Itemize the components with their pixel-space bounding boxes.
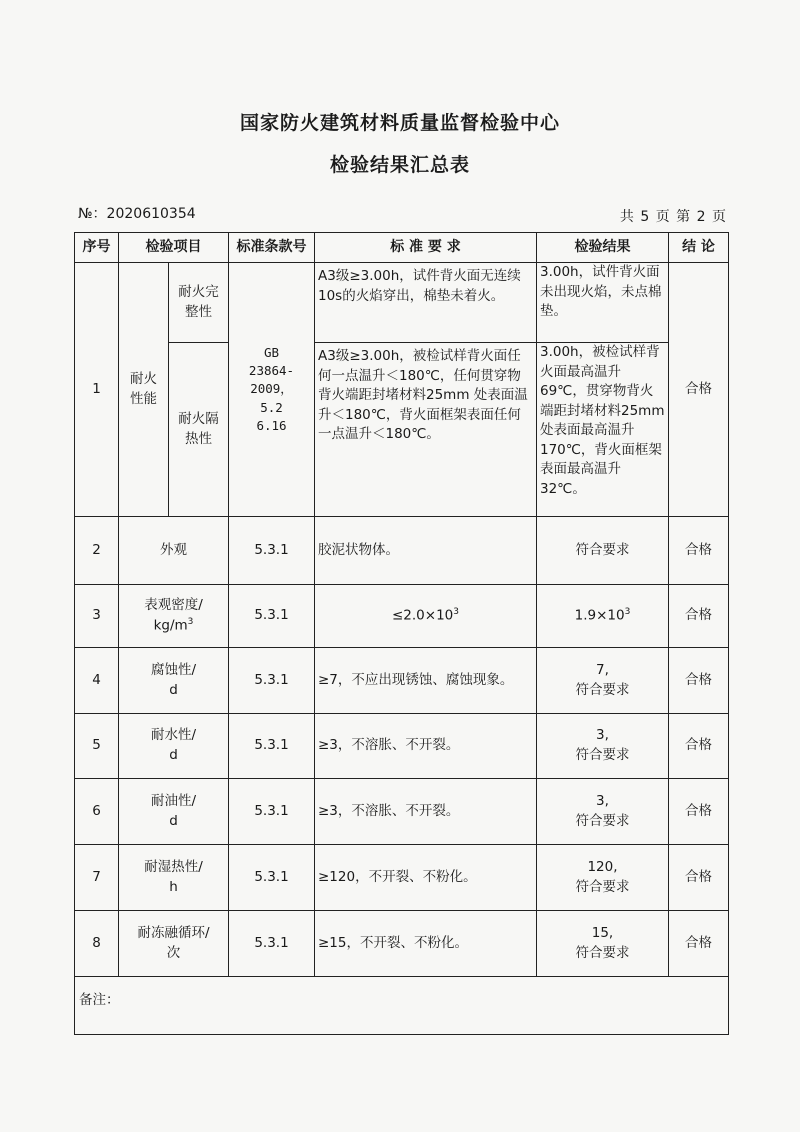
clause-text: GB 23864-2009，5.2 6.16	[248, 345, 295, 433]
result-text: 符合要求	[575, 812, 630, 829]
row-result	[537, 714, 669, 779]
remarks-label: 备注：	[75, 977, 729, 1035]
row-result	[537, 648, 669, 714]
result-value: 15,	[591, 924, 614, 941]
row-requirement: 胶泥状物体。	[315, 517, 537, 585]
row-item	[119, 779, 229, 845]
results-table	[74, 232, 729, 1035]
row-seq: 4	[75, 648, 119, 714]
table-header-row	[75, 233, 729, 263]
result-text: 符合要求	[575, 944, 630, 961]
row-result	[537, 845, 669, 911]
item-unit: d	[169, 681, 178, 698]
item-name: 表观密度/	[144, 597, 203, 614]
item-name: 耐水性/	[150, 727, 197, 744]
result-text: 符合要求	[575, 747, 630, 763]
row-conclusion: 合格	[669, 648, 729, 714]
item-unit: $kg/m^3$	[153, 616, 194, 634]
header-seq: 序号	[75, 233, 119, 263]
row-clause: 5.3.1	[229, 517, 315, 585]
table-row	[75, 911, 729, 977]
row-result	[537, 911, 669, 977]
header-result: 检验结果	[537, 233, 669, 263]
row-item: 外观	[119, 517, 229, 585]
row-requirement: ≥7，不应出现锈蚀、腐蚀现象。	[315, 648, 537, 714]
row-result: 符合要求	[537, 517, 669, 585]
row-requirement: ≥15，不开裂、不粉化。	[315, 911, 537, 977]
row-requirement: ≥3，不溶胀、不开裂。	[315, 779, 537, 845]
remarks-row	[75, 977, 729, 1035]
result-value: 7,	[596, 661, 609, 678]
result-value: 120,	[587, 858, 618, 875]
row-conclusion: 合格	[669, 779, 729, 845]
result-value: 3,	[596, 727, 609, 744]
sub-item-integrity	[169, 263, 229, 343]
sub-item-insulation	[169, 343, 229, 517]
row-seq: 3	[75, 585, 119, 648]
table-row	[75, 343, 729, 517]
row-item	[119, 714, 229, 779]
row-item	[119, 585, 229, 648]
table-row	[75, 779, 729, 845]
stamp-edge	[786, 590, 800, 740]
page-info: 共 5 页 第 2 页	[619, 209, 726, 225]
sub-item-label: 耐火完整性	[178, 283, 219, 320]
row-clause: 5.3.1	[229, 779, 315, 845]
header-conclusion: 结 论	[669, 233, 729, 263]
row-seq: 2	[75, 517, 119, 585]
row-clause: 5.3.1	[229, 845, 315, 911]
item-name: 耐湿热性/	[144, 858, 203, 875]
header-item: 检验项目	[119, 233, 229, 263]
fire-performance-label: 耐火性能	[130, 370, 157, 407]
row-conclusion: 合格	[669, 585, 729, 648]
row-clause: 5.3.1	[229, 911, 315, 977]
row-seq: 1	[75, 263, 119, 517]
item-unit: d	[169, 747, 178, 763]
document-subtitle: 检验结果汇总表	[329, 154, 470, 176]
table-row	[75, 714, 729, 779]
row-result: 3.00h，被检试样背火面最高温升69℃，贯穿物背火端距封堵材料25mm 处表面最高温升170℃，背火面框架表面最高温升32℃。	[537, 343, 669, 517]
row-requirement: ≥3，不溶胀、不开裂。	[315, 714, 537, 779]
item-unit: h	[169, 878, 178, 895]
table-row	[75, 845, 729, 911]
table-row	[75, 263, 729, 343]
item-name: 腐蚀性/	[150, 661, 197, 678]
row-conclusion: 合格	[669, 845, 729, 911]
header-clause: 标准条款号	[229, 233, 315, 263]
item-name: 耐冻融循环/	[137, 924, 210, 941]
row-seq: 6	[75, 779, 119, 845]
result-value: 3,	[596, 792, 609, 809]
row-result	[537, 779, 669, 845]
row-requirement: A3级≥3.00h，被检试样背火面任何一点温升＜180℃，任何贯穿物背火端距封堵材料25mm 处表面温升＜180℃，背火面框架表面任何一点温升＜180℃。	[315, 343, 537, 517]
table-row	[75, 585, 729, 648]
row-conclusion: 合格	[669, 517, 729, 585]
row-seq: 7	[75, 845, 119, 911]
row-clause: 5.3.1	[229, 585, 315, 648]
report-number: №：2020610354	[78, 206, 196, 222]
row-item	[119, 845, 229, 911]
row-requirement: $\le 2.0\times 10^3$	[315, 585, 537, 648]
sub-item-label: 耐火隔热性	[178, 410, 219, 447]
row-requirement: A3级≥3.00h，试件背火面无连续10s的火焰穿出，棉垫未着火。	[315, 263, 537, 343]
table-row	[75, 648, 729, 714]
row-item	[119, 911, 229, 977]
item-unit: d	[169, 812, 178, 829]
table-row	[75, 517, 729, 585]
row-clause: 5.3.1	[229, 648, 315, 714]
row-clause: 5.3.1	[229, 714, 315, 779]
row-seq: 8	[75, 911, 119, 977]
row-result: 3.00h，试件背火面未出现火焰，未点棉垫。	[537, 263, 669, 343]
row-conclusion: 合格	[669, 714, 729, 779]
item-unit: 次	[166, 944, 181, 961]
row-requirement: ≥120，不开裂、不粉化。	[315, 845, 537, 911]
result-text: 符合要求	[575, 681, 630, 698]
document-title: 国家防火建筑材料质量监督检验中心	[239, 112, 560, 134]
row-seq: 5	[75, 714, 119, 779]
row-clause	[229, 263, 315, 517]
row-conclusion: 合格	[669, 911, 729, 977]
row-item	[119, 263, 169, 517]
item-name: 耐油性/	[150, 792, 197, 809]
row-result: $1.9\times 10^3$	[537, 585, 669, 648]
result-text: 符合要求	[575, 878, 630, 895]
header-requirement: 标 准 要 求	[315, 233, 537, 263]
row-conclusion: 合格	[669, 263, 729, 517]
row-item	[119, 648, 229, 714]
